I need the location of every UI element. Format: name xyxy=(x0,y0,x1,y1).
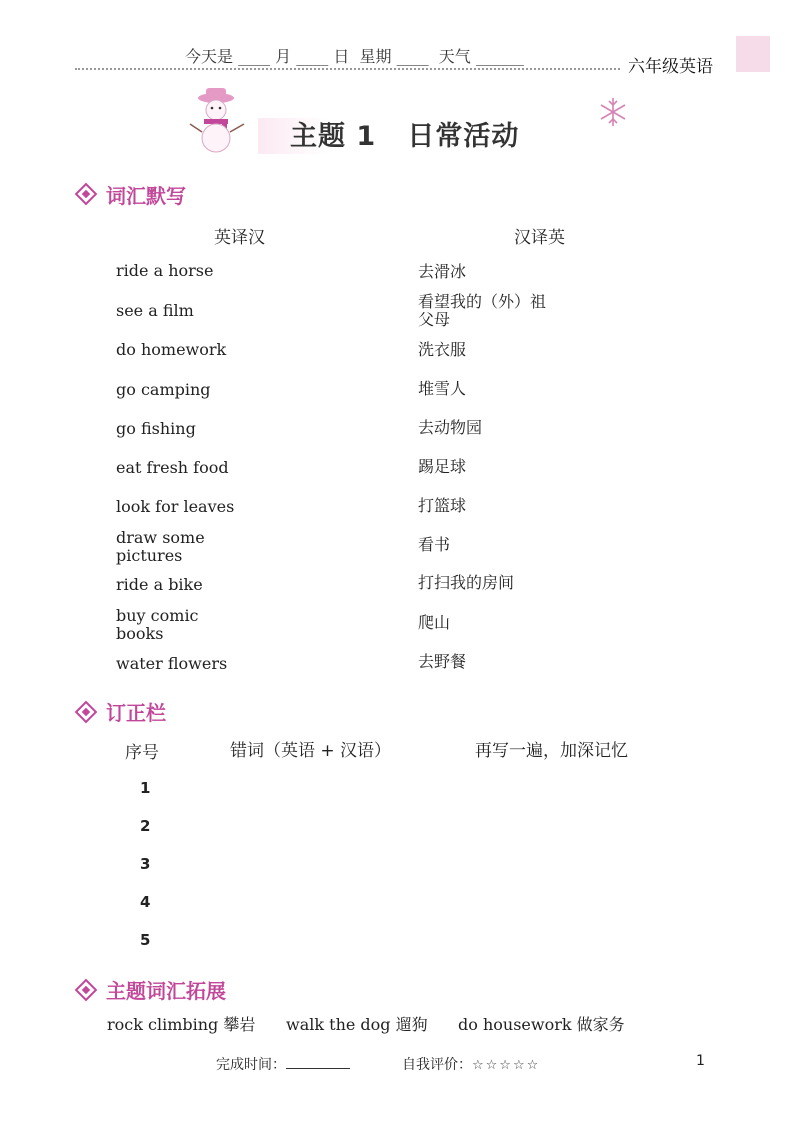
row-number: 3 xyxy=(140,855,151,873)
col-head-zh-en: 汉译英 xyxy=(514,228,565,248)
completion-time-label: 完成时间： xyxy=(216,1057,286,1073)
vocab-zh: 打扫我的房间 xyxy=(418,573,515,592)
row-number: 2 xyxy=(140,817,151,835)
diamond-bullet-icon xyxy=(75,701,98,724)
page-number: 1 xyxy=(696,1053,705,1069)
section-title-correction: 订正栏 xyxy=(106,701,166,725)
vocab-zh: 堆雪人 xyxy=(418,379,467,398)
extension-item: walk the dog 遛狗 xyxy=(286,1015,428,1034)
vocab-zh: 去野餐 xyxy=(418,652,467,671)
extension-item: do housework 做家务 xyxy=(458,1015,625,1034)
vocab-en: do homework xyxy=(116,340,227,359)
snowman-icon xyxy=(186,88,256,160)
date-weather-line: 今天是 ____ 月 ____ 日 星期 ____ 天气 ______ xyxy=(185,47,524,66)
self-evaluation xyxy=(402,1054,540,1074)
self-eval-label: 自我评价： xyxy=(402,1057,472,1073)
vocab-zh: 打篮球 xyxy=(418,496,467,515)
completion-time xyxy=(216,1054,350,1074)
vocab-zh: 去滑冰 xyxy=(418,262,467,281)
vocab-zh: 去动物园 xyxy=(418,418,483,437)
vocab-en: ride a bike xyxy=(116,575,203,594)
header-divider xyxy=(75,68,620,70)
vocab-en: see a film xyxy=(116,301,194,320)
snowflake-icon xyxy=(597,96,629,128)
col-head-wrong-word: 错词（英语 + 汉语） xyxy=(230,741,392,761)
completion-time-blank xyxy=(286,1054,350,1069)
vocab-en: water flowers xyxy=(116,654,228,673)
vocab-en: buy comic books xyxy=(116,606,199,643)
rating-stars[interactable]: ☆☆☆☆☆ xyxy=(472,1058,541,1073)
vocab-zh: 踢足球 xyxy=(418,457,467,476)
row-number: 1 xyxy=(140,779,151,797)
col-head-en-zh: 英译汉 xyxy=(214,228,265,248)
diamond-bullet-icon xyxy=(75,979,98,1002)
row-number: 4 xyxy=(140,893,151,911)
col-head-rewrite: 再写一遍，加深记忆 xyxy=(475,741,628,761)
vocab-zh: 看望我的（外）祖父母 xyxy=(418,292,547,329)
vocab-en: look for leaves xyxy=(116,497,235,516)
vocab-zh: 看书 xyxy=(418,535,451,554)
section-title-vocab: 词汇默写 xyxy=(106,184,186,208)
grade-label: 六年级英语 xyxy=(628,57,713,77)
vocab-en: go fishing xyxy=(116,419,196,438)
page-title: 主题 1 日常活动 xyxy=(290,121,520,152)
col-head-number: 序号 xyxy=(125,743,159,763)
row-number: 5 xyxy=(140,931,151,949)
section-title-extension: 主题词汇拓展 xyxy=(106,979,226,1003)
vocab-en: draw some pictures xyxy=(116,528,205,565)
vocab-zh: 洗衣服 xyxy=(418,340,467,359)
vocab-zh: 爬山 xyxy=(418,613,451,632)
corner-tab xyxy=(736,36,770,72)
vocab-en: go camping xyxy=(116,380,211,399)
vocab-en: eat fresh food xyxy=(116,458,229,477)
extension-item: rock climbing 攀岩 xyxy=(107,1015,256,1034)
diamond-bullet-icon xyxy=(75,183,98,206)
vocab-en: ride a horse xyxy=(116,261,214,280)
